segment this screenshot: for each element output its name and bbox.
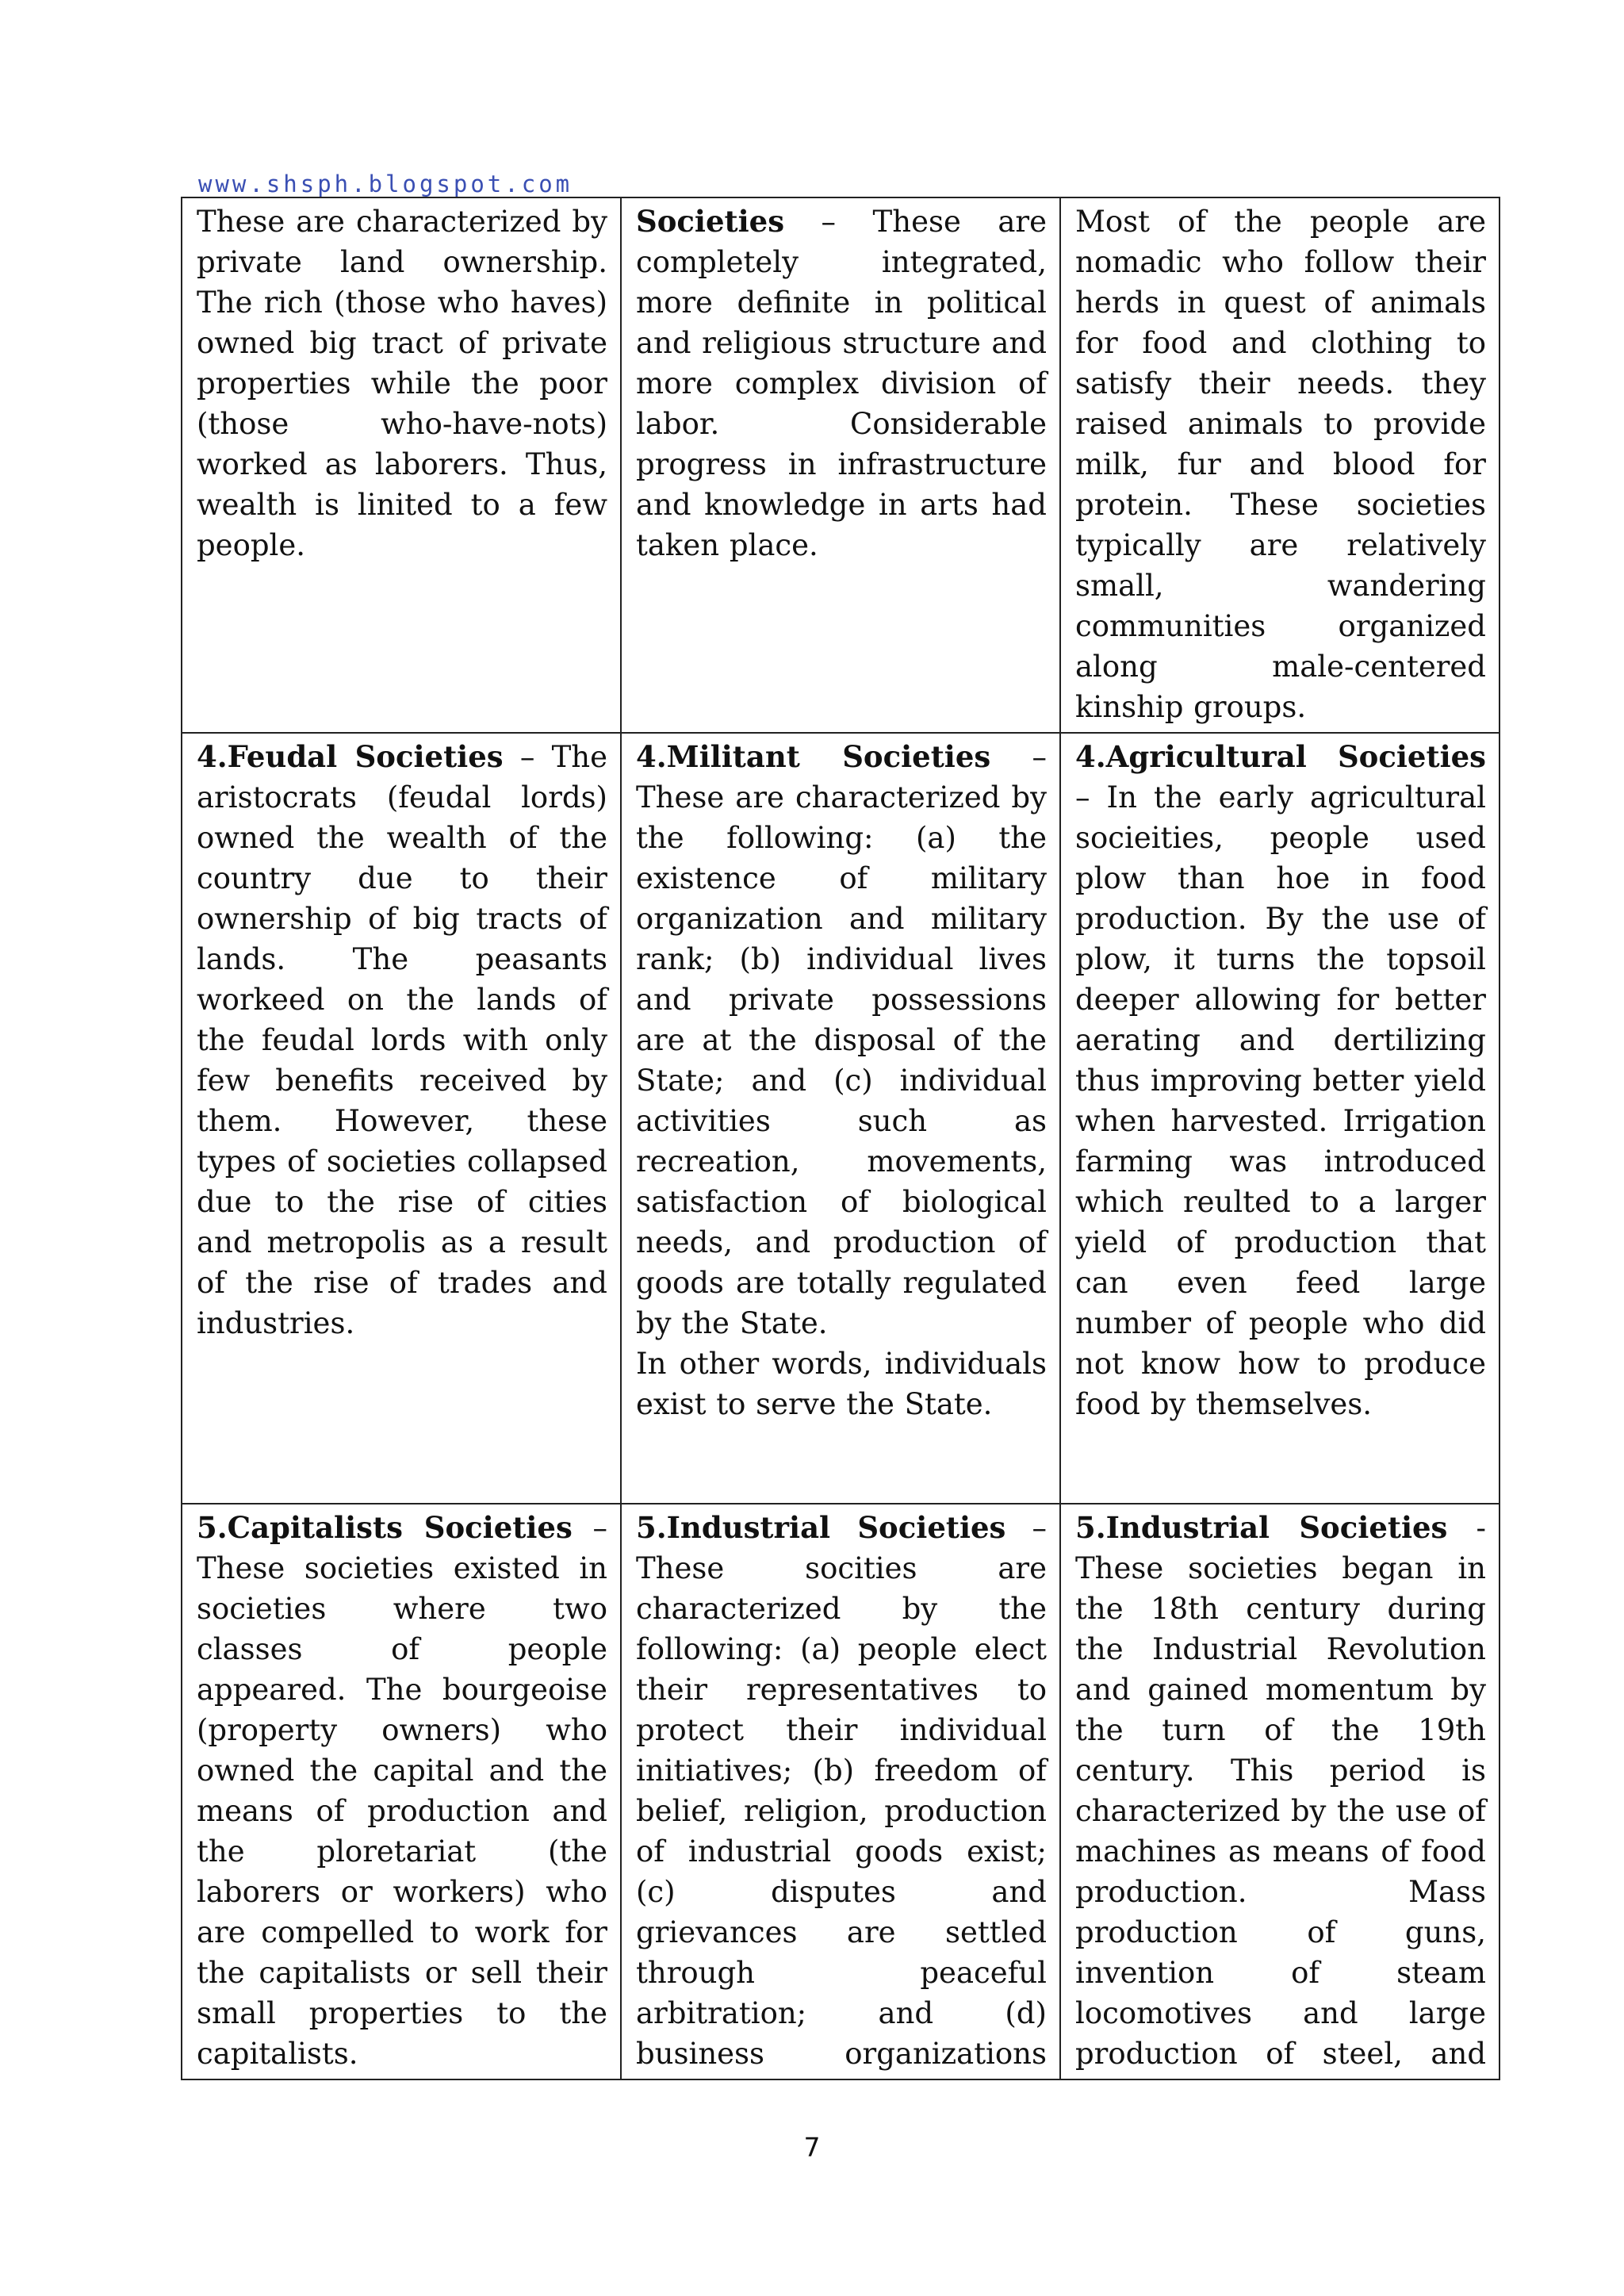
table-cell [182,197,621,733]
cell-text: – These are completely integrated, more definite in political and religious structure and more complex division of labor. Considerable progress in infrastructure and knowledge in arts had taken place. [636,205,1047,562]
cell-paragraph [636,201,1047,565]
cell-heading: 5.Industrial Societies [1075,1510,1448,1545]
cell-paragraph [636,1508,1047,2074]
cell-text: Most of the people are nomadic who follow their herds in quest of animals for food and clothing to satisfy their needs. they raised animals to provide milk, fur and blood for protein. These societies typically are relatively small, wandering communities organized along male-centered kinship groups. [1075,205,1486,724]
cell-text: – These societies existed in societies where two classes of people appeared. The bourgeoise (property owners) who owned the capital and the means of production and the ploretariat (the laborers or workers) who are compelled to work for the capitalists or sell their small properties to the capitalists. [197,1511,607,2071]
table-cell [182,1504,621,2079]
cell-paragraph [636,737,1047,1343]
table-cell [1060,197,1500,733]
cell-heading: 4.Agricultural Societies [1075,739,1486,774]
cell-text: – These are characterized by the following: (a) the existence of military organization and military rank; (b) individual lives and private possessions are at the disposal of the State; and (c) individual activities such as recreation, movements, satisfaction of biological needs, and production of goods are totally regulated by the State. [636,740,1047,1340]
societies-comparison-table [181,197,1500,2080]
blog-url-watermark: www.shsph.blogspot.com [198,171,573,197]
cell-paragraph [197,737,607,1343]
cell-text: – These socities are characterized by the following: (a) people elect their representatives to protect their individual initiatives; (b) freedom of belief, religion, production of industrial goods exist; (c) disputes and grievances are settled through peaceful arbitration; and (d) business organizations [636,1511,1048,2071]
table-cell [621,1504,1060,2079]
table-row [182,733,1500,1504]
cell-paragraph [1075,737,1486,1424]
cell-text: – In the early agricultural socieities, people used plow than hoe in food production. By the use of plow, it turns the topsoil deeper allowing for better aerating and dertilizing thus improving better yield when harvested. Irrigation farming was introduced which reulted to a larger yield of production that can even feed large number of people who did not know how to produce food by themselves. [1075,780,1486,1421]
cell-paragraph [197,1508,607,2074]
cell-heading: 5.Industrial Societies [636,1510,1006,1545]
cell-heading: 4.Feudal Societies [197,739,504,774]
table-row [182,197,1500,733]
table-cell [621,197,1060,733]
table-cell [621,733,1060,1504]
cell-heading: Societies [636,204,785,239]
cell-heading: 4.Militant Societies [636,739,991,774]
cell-text-secondary: In other words, individuals exist to serve the State. [636,1347,1047,1421]
cell-text: - These societies began in the 18th century during the Industrial Revolution and gained momentum by the turn of the 19th century. This period is characterized by the use of machines as means of food production. Mass production of guns, invention of steam locomotives and large production of steel, and [1075,1511,1487,2071]
cell-text: These are characterized by private land ownership. The rich (those who haves) owned big tract of private properties while the poor (those who-have-nots) worked as laborers. Thus, wealth is linited to a few people. [197,205,607,562]
table-row [182,1504,1500,2079]
table-cell [182,733,621,1504]
table-cell [1060,1504,1500,2079]
cell-heading: 5.Capitalists Societies [197,1510,573,1545]
table-cell [1060,733,1500,1504]
page-number: 7 [803,2132,821,2163]
cell-text: – The aristocrats (feudal lords) owned the wealth of the country due to their ownership of big tracts of lands. The peasants workeed on the lands of the feudal lords with only few benefits received by them. However, these types of societies collapsed due to the rise of cities and metropolis as a result of the rise of trades and industries. [197,740,608,1340]
cell-paragraph [1075,1508,1486,2074]
